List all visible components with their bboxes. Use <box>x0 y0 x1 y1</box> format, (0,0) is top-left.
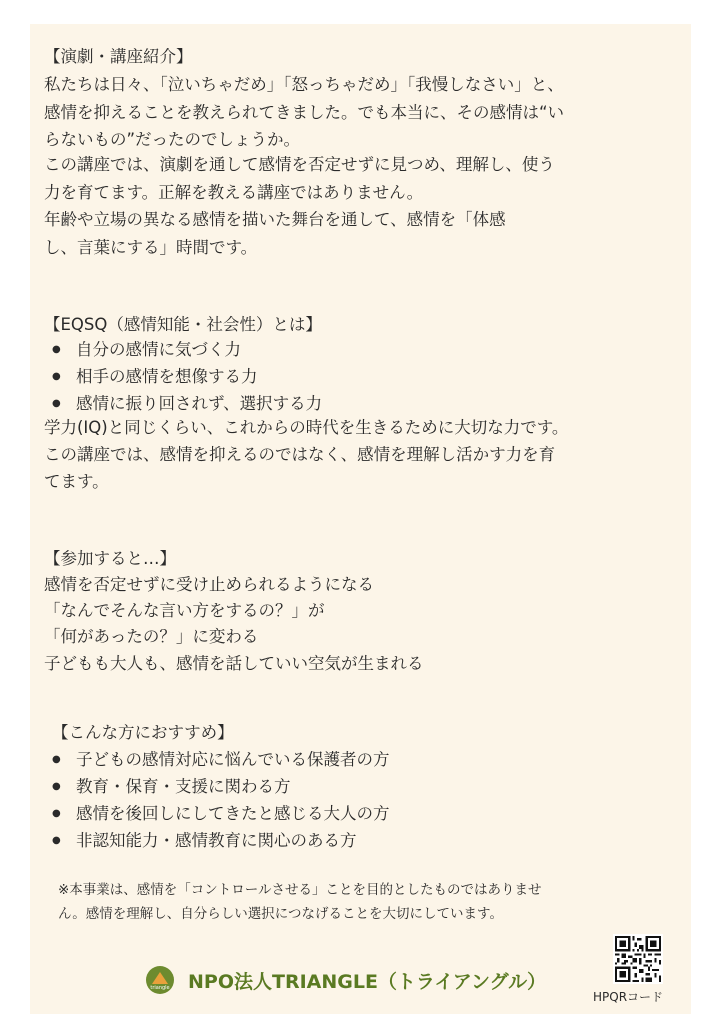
disclaimer-note <box>58 878 542 926</box>
note-line: ※本事業は、感情を「コントロールさせる」ことを目的としたものではありませ <box>58 882 542 898</box>
qr-code-icon[interactable] <box>613 934 663 984</box>
benefits-line: 子どもも大人も、感情を話していい空気が生まれる <box>44 654 424 673</box>
eqsq-line: 学力(IQ)と同じくらい、これからの時代を生きるために大切な力です。 <box>44 418 569 437</box>
benefits-heading: 【参加すると…】 <box>44 549 176 568</box>
footer <box>146 966 546 994</box>
intro-line: 力を育てます。正解を教える講座ではありません。 <box>44 183 424 202</box>
benefits-line: 「何があったの？」に変わる <box>44 627 259 646</box>
intro-line: この講座では、演劇を通して感情を否定せずに見つめ、理解し、使う <box>44 155 555 174</box>
note-line: ん。感情を理解し、自分らしい選択につなげることを大切にしています。 <box>58 906 503 922</box>
recommend-list <box>52 746 390 854</box>
list-item: ● 非認知能力・感情教育に関心のある方 <box>52 827 390 854</box>
intro-line: らないもの”だったのでしょうか。 <box>44 130 301 149</box>
qr-code-label: HPQRコード <box>593 990 664 1004</box>
benefits-line: 感情を否定せずに受け止められるようになる <box>44 575 374 594</box>
triangle-logo-icon <box>146 966 174 994</box>
benefits-line: 「なんでそんな言い方をするの？」が <box>44 601 325 620</box>
list-item: ● 感情を後回しにしてきたと感じる大人の方 <box>52 800 390 827</box>
logo-text: triangle <box>150 985 170 991</box>
eqsq-list <box>52 336 322 417</box>
eqsq-heading: 【EQSQ（感情知能・社会性）とは】 <box>44 315 322 334</box>
eqsq-line: この講座では、感情を抑えるのではなく、感情を理解し活かす力を育 <box>44 445 556 464</box>
list-item: ● 感情に振り回されず、選択する力 <box>52 390 322 417</box>
recommend-heading: 【こんな方におすすめ】 <box>52 723 234 742</box>
intro-line: し、言葉にする」時間です。 <box>44 238 258 257</box>
organization-name: NPO法人TRIANGLE（トライアングル） <box>188 970 547 993</box>
intro-line: 感情を抑えることを教えられてきました。でも本当に、その感情は“い <box>44 103 565 122</box>
list-item: ● 子どもの感情対応に悩んでいる保護者の方 <box>52 746 390 773</box>
intro-heading: 【演劇・講座紹介】 <box>44 47 193 66</box>
list-item: ● 自分の感情に気づく力 <box>52 336 322 363</box>
list-item: ● 相手の感情を想像する力 <box>52 363 322 390</box>
list-item: ● 教育・保育・支援に関わる方 <box>52 773 390 800</box>
intro-line: 私たちは日々、「泣いちゃだめ」「怒っちゃだめ」「我慢しなさい」と、 <box>44 75 564 94</box>
intro-line: 年齢や立場の異なる感情を描いた舞台を通して、感情を「体感 <box>44 210 506 229</box>
eqsq-line: てます。 <box>44 472 109 491</box>
